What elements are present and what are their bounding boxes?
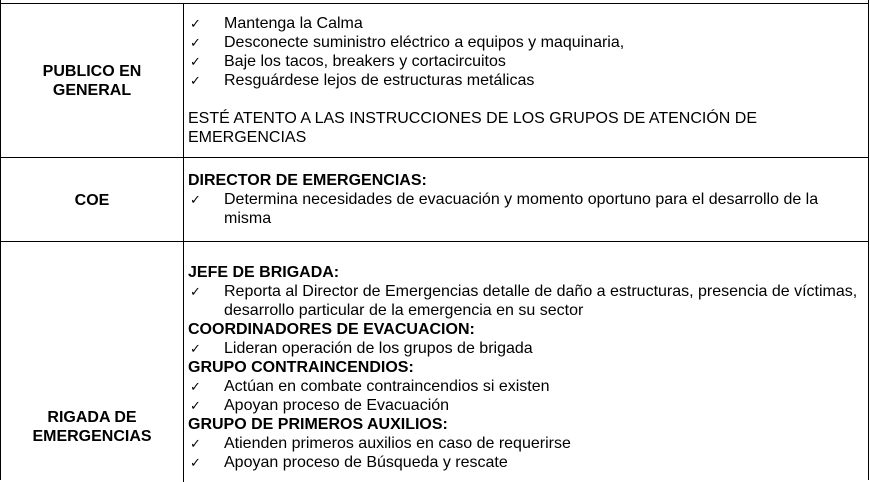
row-content <box>188 171 862 228</box>
list-item: ✓ Apoyan proceso de Búsqueda y rescate <box>190 454 508 471</box>
list-item: ✓ Mantenga la Calma <box>190 15 363 32</box>
list-item: ✓ Resguárdese lejos de estructuras metálicas <box>190 72 535 89</box>
row-publico-general <box>1 3 868 158</box>
role-heading: GRUPO CONTRAINCENDIOS: <box>188 359 414 376</box>
check-icon: ✓ <box>190 379 201 394</box>
list-item: ✓ Actúan en combate contraincendios si existen <box>190 378 550 395</box>
role-heading: GRUPO DE PRIMEROS AUXILIOS: <box>188 416 448 433</box>
row-label <box>1 4 184 158</box>
list-item: ✓ Determina necesidades de evacuación y momento oportuno para el desarrollo de la misma <box>190 191 819 227</box>
role-heading: JEFE DE BRIGADA: <box>188 264 340 281</box>
row-label-line: RIGADA DE <box>47 409 137 426</box>
role-heading: COORDINADORES DE EVACUACION: <box>188 321 475 338</box>
role-heading: DIRECTOR DE EMERGENCIAS: <box>188 172 427 189</box>
check-icon: ✓ <box>190 455 201 470</box>
check-icon: ✓ <box>190 436 201 451</box>
check-icon: ✓ <box>190 398 201 413</box>
list-item: ✓ Lideran operación de los grupos de brigada <box>190 340 533 357</box>
list-item: ✓ Baje los tacos, breakers y cortacircuitos <box>190 53 506 70</box>
row-label-line: EMERGENCIAS <box>32 428 152 445</box>
check-icon: ✓ <box>190 341 201 356</box>
attention-note: ESTÉ ATENTO A LAS INSTRUCCIONES DE LOS GRUPOS DE ATENCIÓN DE EMERGENCIAS <box>188 110 758 146</box>
row-label-line: COE <box>74 191 110 209</box>
list-item: ✓ Desconecte suministro eléctrico a equipos y maquinaria, <box>190 34 625 51</box>
check-icon: ✓ <box>190 192 201 207</box>
row-brigada-emergencias <box>1 241 868 482</box>
row-content <box>188 263 862 472</box>
row-label <box>1 158 184 242</box>
list-item: ✓ Apoyan proceso de Evacuación <box>190 397 450 414</box>
row-label-line: PUBLICO EN <box>42 63 142 80</box>
check-icon: ✓ <box>190 35 201 50</box>
check-icon: ✓ <box>190 73 201 88</box>
row-coe <box>1 157 868 242</box>
list-item: ✓ Atienden primeros auxilios en caso de requerirse <box>190 435 571 452</box>
row-content <box>188 14 862 147</box>
row-label-line: GENERAL <box>52 82 132 99</box>
check-icon: ✓ <box>190 284 201 299</box>
row-label <box>1 242 184 482</box>
check-icon: ✓ <box>190 16 201 31</box>
list-item: ✓ Reporta al Director de Emergencias detalle de daño a estructuras, presencia de víctimas, desarrollo particular de la emergencia en su sector <box>190 283 858 319</box>
check-icon: ✓ <box>190 54 201 69</box>
